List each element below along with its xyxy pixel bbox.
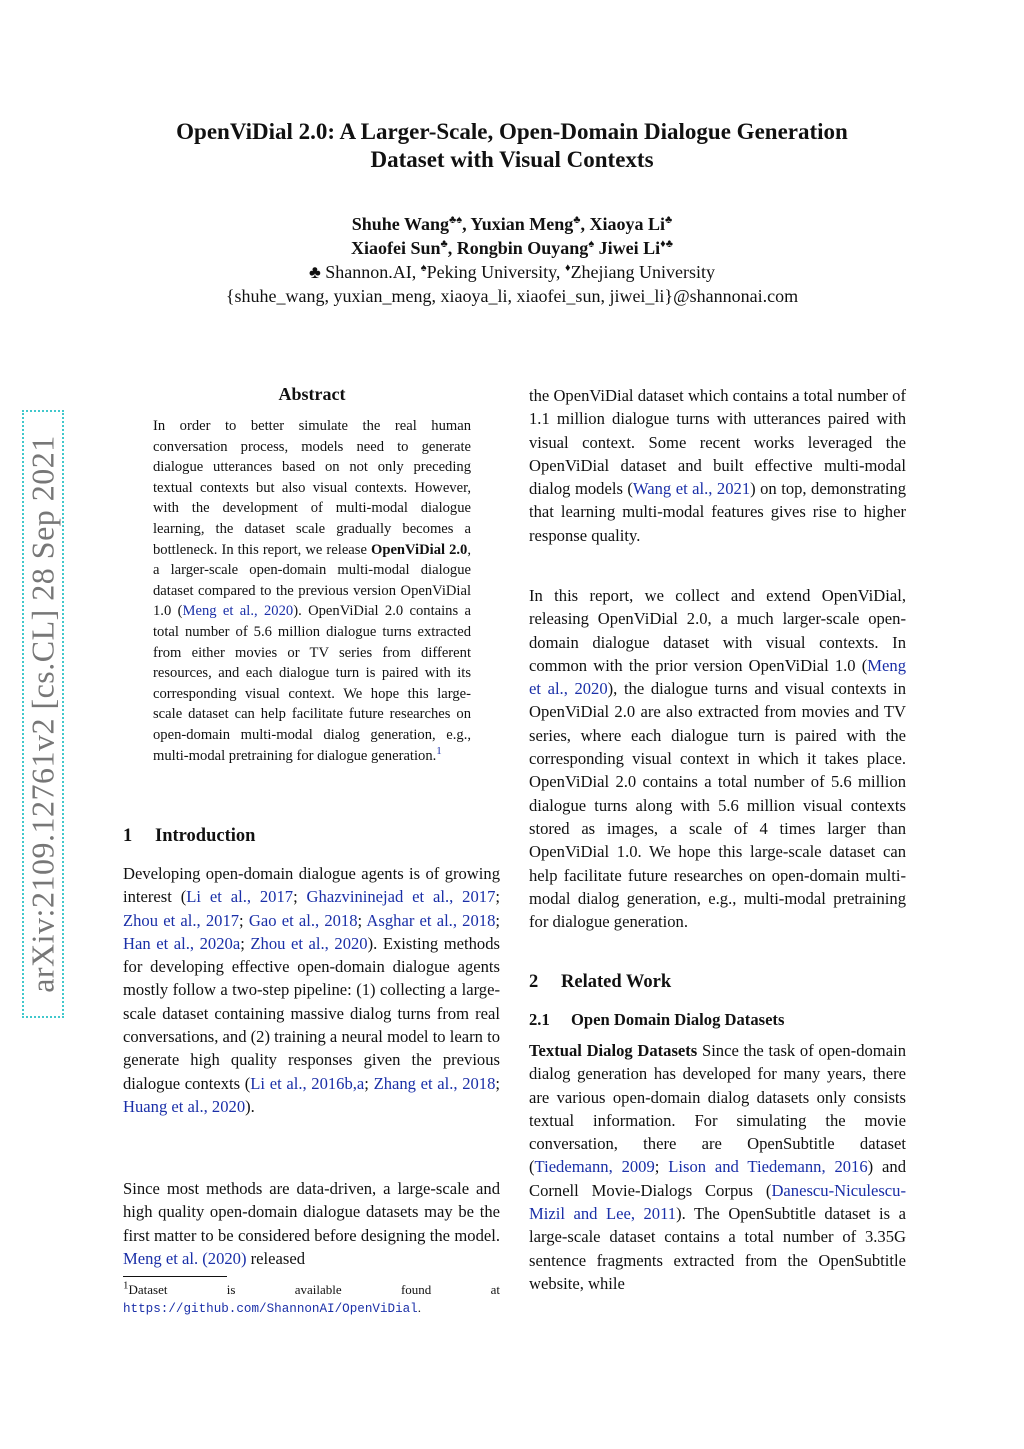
paragraph-run-in-heading: Textual Dialog Datasets bbox=[529, 1041, 698, 1060]
author-name: Jiwei Li bbox=[594, 238, 661, 258]
subsection-title: Open Domain Dialog Datasets bbox=[571, 1010, 785, 1029]
author-name: , Xiaoya Li bbox=[580, 214, 665, 234]
title-line-2: Dataset with Visual Contexts bbox=[370, 147, 654, 172]
author-affil-mark: ♣ bbox=[665, 214, 673, 226]
authors-line-1 bbox=[100, 212, 924, 236]
citation-link[interactable]: Zhou et al., 2017 bbox=[123, 910, 240, 930]
intro-paragraph-1 bbox=[123, 862, 500, 1118]
citation-link[interactable]: Wang et al., 2021 bbox=[632, 479, 751, 499]
authors-line-2 bbox=[100, 236, 924, 260]
author-affil-mark: ♦♣ bbox=[660, 238, 673, 250]
abstract-text: , a larger-scale open-domain multi-modal dialogue dataset compared to the previous version OpenViDial 1.0 ( bbox=[153, 541, 471, 620]
footnote-url-link[interactable]: https://github.com/ShannonAI/OpenViDial bbox=[123, 1302, 418, 1316]
citation-link[interactable]: Li et al., 2017 bbox=[186, 887, 294, 907]
author-affil-mark: ♣♠ bbox=[449, 214, 463, 226]
citation-link[interactable]: Danescu-Niculescu-Mizil and Lee, 2011 bbox=[529, 1180, 906, 1224]
author-name: , Yuxian Meng bbox=[462, 214, 574, 234]
section-title: Related Work bbox=[561, 972, 672, 992]
affiliations bbox=[100, 260, 924, 284]
section-1-heading bbox=[123, 826, 255, 847]
footnote-number: 1 bbox=[123, 1279, 129, 1292]
right-paragraph-3 bbox=[529, 1039, 906, 1295]
separator: ; bbox=[240, 933, 251, 953]
citation-link[interactable]: Ghazvininejad et al., 2017 bbox=[306, 887, 496, 907]
paragraph-text: the OpenViDial dataset which contains a total number of 1.1 million dialogue turns with utterances paired with visual context. Some recent works leveraged the OpenViDial dataset and built effective multi-modal dialog models ( bbox=[529, 386, 906, 499]
affil-symbol: ♠ bbox=[420, 262, 427, 274]
paragraph-text: ). bbox=[245, 1096, 255, 1116]
abstract-heading: Abstract bbox=[278, 384, 346, 404]
author-name: Xiaofei Sun bbox=[351, 238, 441, 258]
paragraph-text: Since most methods are data-driven, a large-scale and high quality open-domain dialogue datasets may be the first matter to be considered before designing the model. bbox=[123, 1179, 500, 1245]
citation-link[interactable]: Meng et al., 2020 bbox=[529, 655, 906, 699]
right-paragraph-2 bbox=[529, 584, 906, 933]
citation-link[interactable]: Zhou et al., 2020 bbox=[250, 933, 368, 953]
citation-link[interactable]: Meng et al., 2020 bbox=[182, 603, 294, 620]
title-line-1: OpenViDial 2.0: A Larger-Scale, Open-Domain Dialogue Generation bbox=[176, 119, 848, 144]
citation-link[interactable]: Asghar et al., 2018 bbox=[366, 910, 496, 930]
author-affil-mark: ♣ bbox=[440, 238, 448, 250]
citation-link[interactable]: Han et al., 2020a bbox=[123, 933, 241, 953]
footnote bbox=[123, 1281, 500, 1318]
separator: ; bbox=[239, 910, 249, 930]
paragraph-text: ). The OpenSubtitle dataset is a large-scale dataset contains a total number of 3.35G sentence fragments extracted from the OpenSubtitle website, while bbox=[529, 1204, 906, 1293]
affil-zhejiang: Zhejiang University bbox=[570, 262, 716, 282]
paper-title bbox=[100, 118, 924, 174]
section-number: 2 bbox=[529, 972, 539, 992]
paragraph-text: ) on top, demonstrating that learning multi-modal features gives rise to higher response quality. bbox=[529, 479, 906, 545]
paragraph-text: Developing open-domain dialogue agents is of growing interest ( bbox=[123, 864, 500, 907]
abstract-dataset-name: OpenViDial 2.0 bbox=[370, 541, 468, 558]
separator: ; bbox=[357, 910, 367, 930]
author-affil-mark: ♠ bbox=[588, 238, 595, 250]
section-title: Introduction bbox=[155, 826, 256, 846]
right-paragraph-1 bbox=[529, 384, 906, 547]
citation-link[interactable]: Tiedemann, 2009 bbox=[534, 1157, 655, 1177]
abstract-body bbox=[153, 416, 471, 766]
citation-link[interactable]: Li et al., 2016b,a bbox=[250, 1073, 365, 1093]
section-2-heading bbox=[529, 972, 671, 993]
footnote-period: . bbox=[417, 1300, 421, 1315]
affil-peking: Peking University, bbox=[426, 262, 565, 282]
separator: ; bbox=[364, 1073, 374, 1093]
separator: ; bbox=[495, 910, 500, 930]
author-affil-mark: ♣ bbox=[573, 214, 581, 226]
footnote-text: Dataset is available found at bbox=[128, 1282, 500, 1297]
citation-link[interactable]: Gao et al., 2018 bbox=[248, 910, 358, 930]
author-block bbox=[100, 212, 924, 308]
paragraph-text: ) and Cornell Movie-Dialogs Corpus ( bbox=[529, 1157, 906, 1200]
arxiv-stamp bbox=[22, 410, 64, 1018]
author-name: Shuhe Wang bbox=[351, 214, 449, 234]
author-name: , Rongbin Ouyang bbox=[447, 238, 589, 258]
paragraph-text: ). Existing methods for developing effective open-domain dialogue agents mostly follow a two-step pipeline: (1) collecting a large-scale dataset containing massive dialog turns from real conversations, and (2) training a neural model to learn to generate high quality responses given the previous dialogue contexts ( bbox=[123, 933, 500, 1093]
abstract-text: In order to better simulate the real human conversation process, models need to generate dialogue utterances based on not only preceding textual contexts but also visual contexts. However, with the development of multi-modal dialogue learning, the dataset scale gradually becomes a bottleneck. In this report, we release bbox=[153, 418, 471, 558]
abstract-text: ). OpenViDial 2.0 contains a total number of 5.6 million dialogue turns extracted from either movies or TV series from different resources, and each dialogue turn is paired with its corresponding visual context. We hope this large-scale dataset can help facilitate future researches on open-domain multi-modal dialog generation, e.g., multi-modal pretraining for dialogue generation. bbox=[153, 603, 471, 764]
citation-link[interactable]: Huang et al., 2020 bbox=[123, 1096, 246, 1116]
arxiv-stamp-text: arXiv:2109.12761v2 [cs.CL] 28 Sep 2021 bbox=[24, 435, 61, 993]
paragraph-text: released bbox=[246, 1248, 305, 1268]
citation-link[interactable]: Zhang et al., 2018 bbox=[373, 1073, 496, 1093]
footnote-line-2 bbox=[123, 1299, 500, 1318]
intro-paragraph-2 bbox=[123, 1177, 500, 1270]
affil-symbol: ♣ bbox=[308, 262, 321, 282]
footnote-line-1 bbox=[123, 1281, 500, 1299]
paragraph-text: Since the task of open-domain dialog generation has developed for many years, there are various open-domain dialog datasets only consists textual information. For simulating the movie conversation, there are OpenSubtitle dataset ( bbox=[529, 1041, 906, 1177]
paragraph-text: In this report, we collect and extend OpenViDial, releasing OpenViDial 2.0, a much larger-scale open-domain dialogue dataset with visual contexts. In common with the prior version OpenViDial 1.0 ( bbox=[529, 586, 906, 675]
author-emails: {shuhe_wang, yuxian_meng, xiaoya_li, xiaofei_sun, jiwei_li}@shannonai.com bbox=[225, 286, 799, 306]
subsection-number: 2.1 bbox=[529, 1010, 550, 1029]
section-number: 1 bbox=[123, 826, 133, 846]
affil-shannon: Shannon.AI, bbox=[320, 262, 421, 282]
footnote-rule bbox=[123, 1276, 227, 1277]
affil-symbol: ♦ bbox=[564, 262, 571, 274]
footnote-marker[interactable]: 1 bbox=[436, 744, 442, 757]
citation-link[interactable]: Meng et al. (2020) bbox=[123, 1248, 247, 1268]
separator: ; bbox=[495, 1073, 501, 1093]
separator: ; bbox=[293, 887, 307, 907]
separator: ; bbox=[654, 1157, 669, 1177]
subsection-2-1-heading bbox=[529, 1010, 784, 1030]
citation-link[interactable]: Lison and Tiedemann, 2016 bbox=[668, 1157, 868, 1177]
separator: ; bbox=[495, 887, 500, 907]
paragraph-text: ), the dialogue turns and visual contexts in OpenViDial 2.0 are also extracted from movies and TV series, where each dialogue turn is paired with the corresponding visual context in which it takes place. OpenViDial 2.0 contains a total number of 5.6 million dialogue turns along with 5.6 million visual contexts stored as images, a scale of 4 times larger than OpenViDial 1.0. We hope this large-scale dataset can help facilitate future researches on open-domain multi-modal dialog generation, e.g., multi-modal pretraining for dialogue generation. bbox=[529, 679, 906, 932]
